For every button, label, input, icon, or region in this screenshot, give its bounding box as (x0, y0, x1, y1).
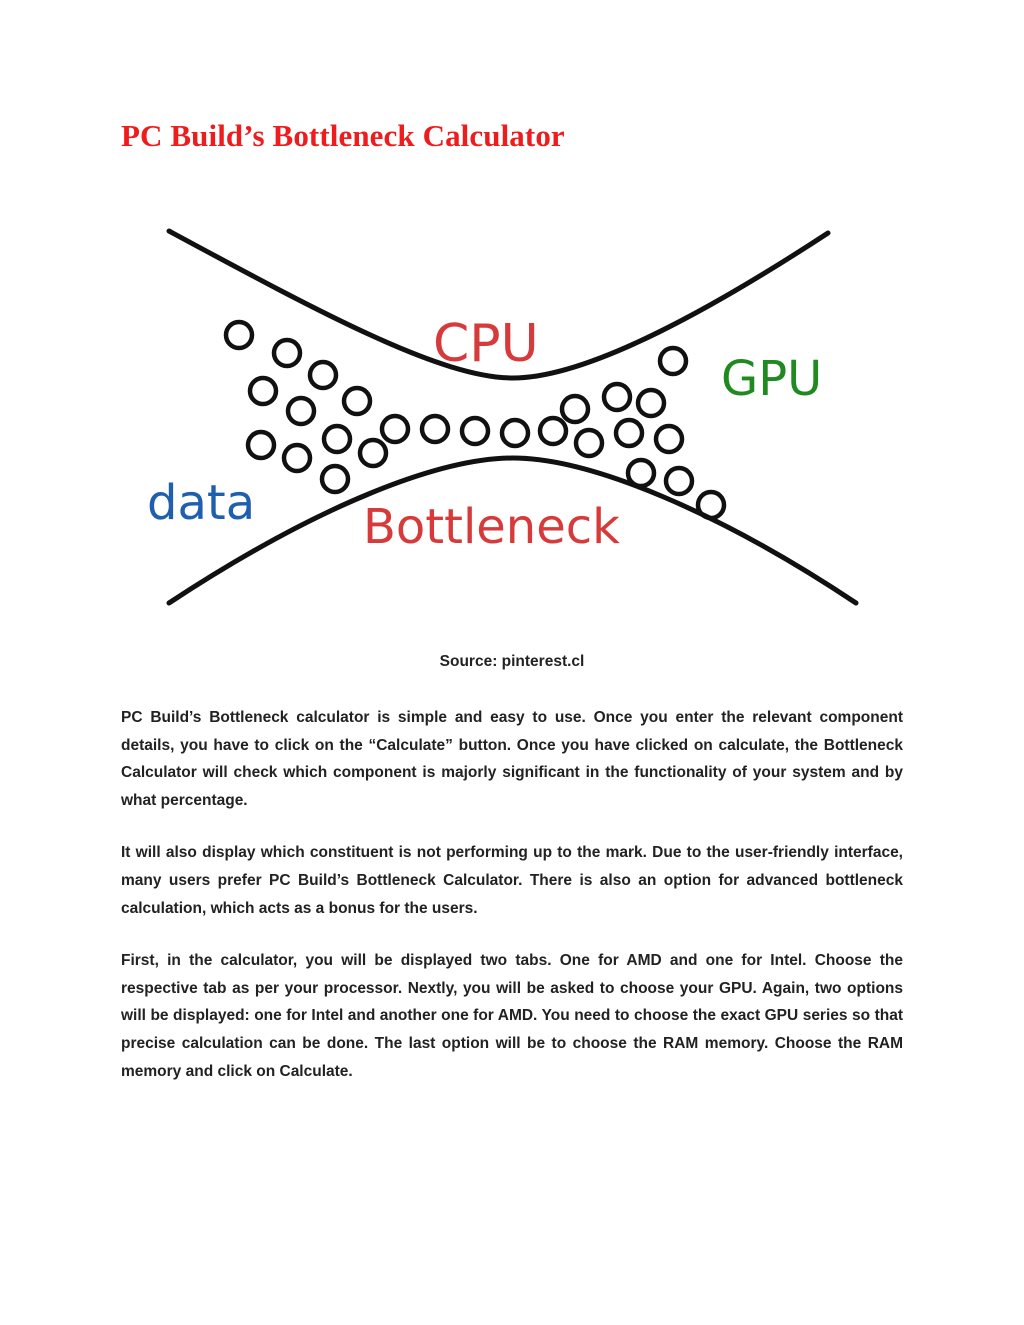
bottleneck-label: Bottleneck (363, 499, 620, 555)
paragraph: It will also display which constituent is not performing up to the mark. Due to the user-friendly interface, many users prefer PC Build’s Bottleneck Calculator. There is also an option for advanced bottleneck calculation, which acts as a bonus for the users. (121, 844, 903, 917)
paragraph: First, in the calculator, you will be displayed two tabs. One for AMD and one for Intel. Choose the respective tab as per your processor. Nextly, you will be asked to choose your GPU. Again, two options will be displayed: one for Intel and another one for AMD. You need to choose the exact GPU series so that precise calculation can be done. The last option will be to choose the RAM memory. Choose the RAM memory and click on Calculate. (121, 952, 903, 1080)
figure-caption: Source: pinterest.cl (439, 653, 585, 670)
bottleneck-illustration (121, 193, 904, 635)
gpu-label: GPU (721, 351, 823, 407)
cpu-label: CPU (433, 314, 539, 374)
page-title: PC Build’s Bottleneck Calculator (121, 118, 565, 153)
article-body (121, 704, 903, 1110)
paragraph: PC Build’s Bottleneck calculator is simple and easy to use. Once you enter the relevant component details, you have to click on the “Calculate” button. Once you have clicked on calculate, the Bottleneck Calculator will check which component is majorly significant in the functionality of your system and by what percentage. (121, 709, 903, 809)
bottleneck-diagram-icon (121, 193, 904, 635)
data-label: data (147, 475, 256, 531)
